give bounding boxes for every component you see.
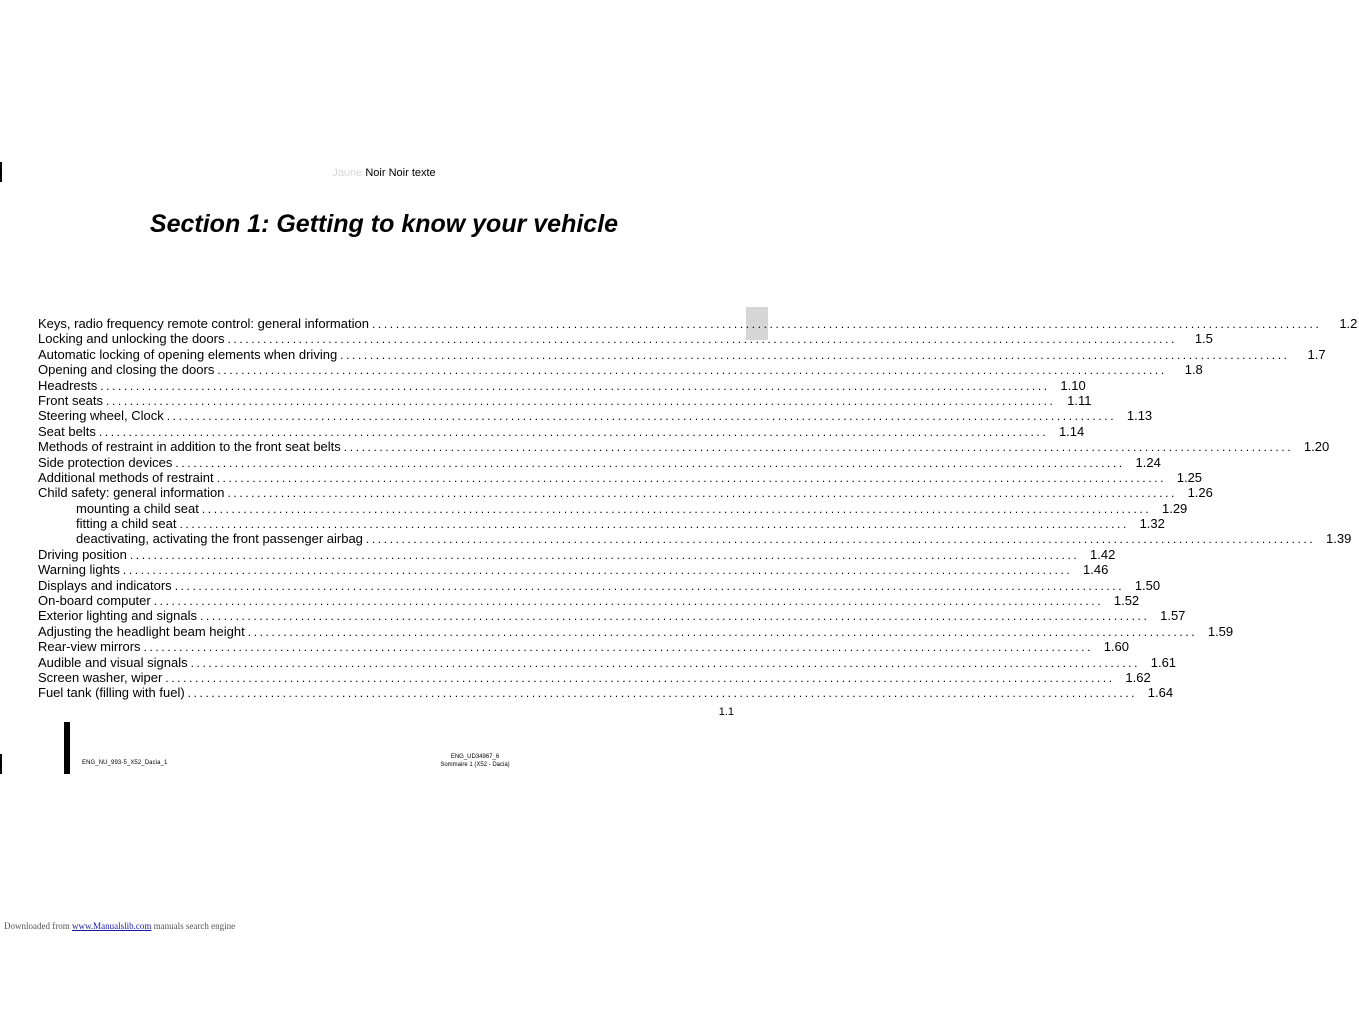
toc-entry-page: 1.20 [1303, 439, 1330, 455]
toc-entry-label: Warning lights [38, 562, 120, 578]
toc-leader-dots: ................................................................................................................................................................ [187, 686, 1138, 701]
toc-entry-label: Keys, radio frequency remote control: general information [38, 316, 369, 331]
toc-entry-page: 1.64 [1147, 685, 1174, 701]
toc-entry-page: 1.46 [1083, 562, 1109, 578]
toc-entry-label: mounting a child seat [76, 500, 199, 516]
toc-entry[interactable] [38, 408, 1153, 424]
toc-entry[interactable] [38, 316, 1358, 331]
toc-entry-label: Rear-view mirrors [38, 639, 141, 655]
toc-entry-label: Additional methods of restraint [38, 469, 214, 485]
toc-entry-label: Screen washer, wiper [38, 669, 163, 685]
toc-entry-page: 1.13 [1126, 408, 1153, 424]
toc-entry[interactable] [38, 362, 1203, 378]
toc-entry-label: Driving position [38, 546, 127, 562]
toc-entry[interactable] [38, 608, 1186, 624]
toc-entry-page: 1.10 [1060, 377, 1086, 393]
toc-entry[interactable] [38, 454, 1161, 470]
color-separation-labels [0, 166, 768, 180]
toc-leader-dots: ................................................................................................................................................................ [199, 609, 1150, 624]
toc-leader-dots: ................................................................................................................................................................ [340, 347, 1290, 362]
toc-entry-label: Methods of restraint in addition to the front seat belts [38, 439, 341, 455]
toc-entry-page: 1.29 [1161, 500, 1188, 516]
toc-subentry[interactable] [38, 516, 1165, 532]
download-prefix: Downloaded from [4, 921, 70, 931]
toc-entry[interactable] [38, 377, 1086, 393]
toc-entry-label: Opening and closing the doors [38, 362, 215, 378]
toc-subentry[interactable] [38, 531, 1352, 547]
toc-entry[interactable] [38, 331, 1213, 347]
toc-entry[interactable] [38, 669, 1151, 685]
toc-entry-page: 1.24 [1135, 454, 1161, 470]
color-label-yellow: Jaune [332, 167, 363, 179]
manualslib-link[interactable]: www.Manualslib.com [71, 921, 152, 931]
toc-entry-page: 1.57 [1160, 608, 1186, 624]
toc-entry-page: 1.52 [1113, 593, 1140, 609]
color-label-black-text: Noir texte [388, 167, 436, 179]
toc-entry-label: Seat belts [38, 423, 96, 439]
toc-entry[interactable] [38, 654, 1177, 670]
toc-leader-dots: ................................................................................................................................................................ [247, 624, 1198, 639]
toc-entry[interactable] [38, 469, 1203, 485]
toc-entry-page: 1.42 [1090, 546, 1116, 562]
toc-leader-dots: ................................................................................................................................................................ [166, 409, 1117, 424]
toc-entry[interactable] [38, 685, 1174, 701]
margin-bar [64, 722, 70, 774]
toc-entry[interactable] [38, 439, 1330, 455]
toc-entry-page: 1.25 [1176, 469, 1203, 485]
toc-leader-dots: ................................................................................................................................................................ [365, 532, 1316, 547]
toc-entry-label: Fuel tank (filling with fuel) [38, 685, 185, 701]
footer-document-code: ENG_NU_993-5_X52_Dacia_1 [82, 760, 168, 766]
toc-entry-page: 1.61 [1150, 654, 1177, 670]
toc-leader-dots: ................................................................................................................................................................ [179, 517, 1129, 532]
toc-entry[interactable] [38, 546, 1116, 562]
toc-leader-dots: ................................................................................................................................................................ [201, 501, 1152, 516]
toc-entry-page: 1.2 [1339, 316, 1358, 331]
toc-leader-dots: ................................................................................................................................................................ [106, 393, 1056, 408]
toc-leader-dots: ................................................................................................................................................................ [175, 455, 1125, 470]
toc-leader-dots: ................................................................................................................................................................ [174, 578, 1125, 593]
toc-leader-dots: ................................................................................................................................................................ [143, 640, 1093, 655]
toc-entry-page: 1.59 [1207, 623, 1234, 639]
toc-entry[interactable] [38, 577, 1161, 593]
toc-entry-label: Audible and visual signals [38, 654, 188, 670]
toc-entry[interactable] [38, 593, 1140, 609]
download-suffix: manuals search engine [153, 921, 236, 931]
toc-entry-page: 1.50 [1134, 577, 1161, 593]
toc-entry-label: Steering wheel, Clock [38, 408, 164, 424]
footer-reference-summary: Sommaire 1 (X52 - Dacia) [440, 762, 510, 768]
toc-entry-label: Side protection devices [38, 454, 173, 470]
footer-reference-code: ENG_UD34967_6 [450, 754, 500, 760]
toc-leader-dots: ................................................................................................................................................................ [216, 470, 1167, 485]
toc-entry-page: 1.11 [1067, 392, 1092, 408]
toc-entry-label: Child safety: general information [38, 485, 225, 501]
toc-leader-dots: ................................................................................................................................................................ [98, 424, 1049, 439]
toc-entry-label: deactivating, activating the front passenger airbag [76, 531, 363, 547]
toc-entry-page: 1.7 [1307, 346, 1326, 362]
toc-entry-label: Adjusting the headlight beam height [38, 623, 245, 639]
toc-entry[interactable] [38, 346, 1326, 362]
toc-leader-dots: ................................................................................................................................................................ [122, 563, 1073, 578]
color-label-black: Noir [365, 167, 386, 179]
toc-subentry[interactable] [38, 500, 1188, 516]
toc-entry-label: Locking and unlocking the doors [38, 331, 225, 347]
toc-entry-page: 1.62 [1125, 669, 1151, 685]
toc-entry[interactable] [38, 639, 1129, 655]
toc-leader-dots: ................................................................................................................................................................ [165, 670, 1115, 685]
download-notice [4, 921, 235, 931]
toc-entry[interactable] [38, 392, 1092, 408]
toc-entry-label: On-board computer [38, 593, 151, 609]
toc-leader-dots: ................................................................................................................................................................ [227, 332, 1177, 347]
toc-entry-page: 1.60 [1103, 639, 1129, 655]
toc-entry-label: Automatic locking of opening elements when driving [38, 346, 338, 362]
toc-entry-label: Displays and indicators [38, 577, 172, 593]
toc-entry-label: Front seats [38, 392, 104, 408]
toc-leader-dots: ................................................................................................................................................................ [227, 486, 1177, 501]
toc-entry-label: Headrests [38, 377, 98, 393]
toc-entry-label: Exterior lighting and signals [38, 608, 197, 624]
table-of-contents [38, 316, 1358, 701]
page-number: 1.1 [718, 706, 734, 718]
toc-entry-label: fitting a child seat [76, 516, 177, 532]
toc-entry-page: 1.8 [1184, 362, 1203, 378]
toc-entry[interactable] [38, 562, 1109, 578]
toc-entry-page: 1.39 [1326, 531, 1352, 547]
toc-entry[interactable] [38, 423, 1085, 439]
toc-leader-dots: ................................................................................................................................................................ [217, 363, 1167, 378]
toc-entry[interactable] [38, 485, 1213, 501]
toc-leader-dots: ................................................................................................................................................................ [190, 655, 1141, 670]
toc-entry-page: 1.14 [1058, 423, 1085, 439]
toc-entry-page: 1.32 [1139, 516, 1165, 532]
crop-mark-bottom-left [0, 754, 2, 774]
toc-entry[interactable] [38, 623, 1234, 639]
toc-entry-page: 1.5 [1194, 331, 1213, 347]
toc-leader-dots: ................................................................................................................................................................ [153, 594, 1104, 609]
toc-entry-page: 1.26 [1187, 485, 1213, 501]
footer-reference [405, 753, 545, 769]
toc-leader-dots: ................................................................................................................................................................ [371, 317, 1322, 331]
toc-leader-dots: ................................................................................................................................................................ [100, 378, 1050, 393]
toc-leader-dots: ................................................................................................................................................................ [129, 547, 1080, 562]
section-title: Section 1: Getting to know your vehicle [149, 210, 619, 238]
toc-leader-dots: ................................................................................................................................................................ [343, 440, 1294, 455]
